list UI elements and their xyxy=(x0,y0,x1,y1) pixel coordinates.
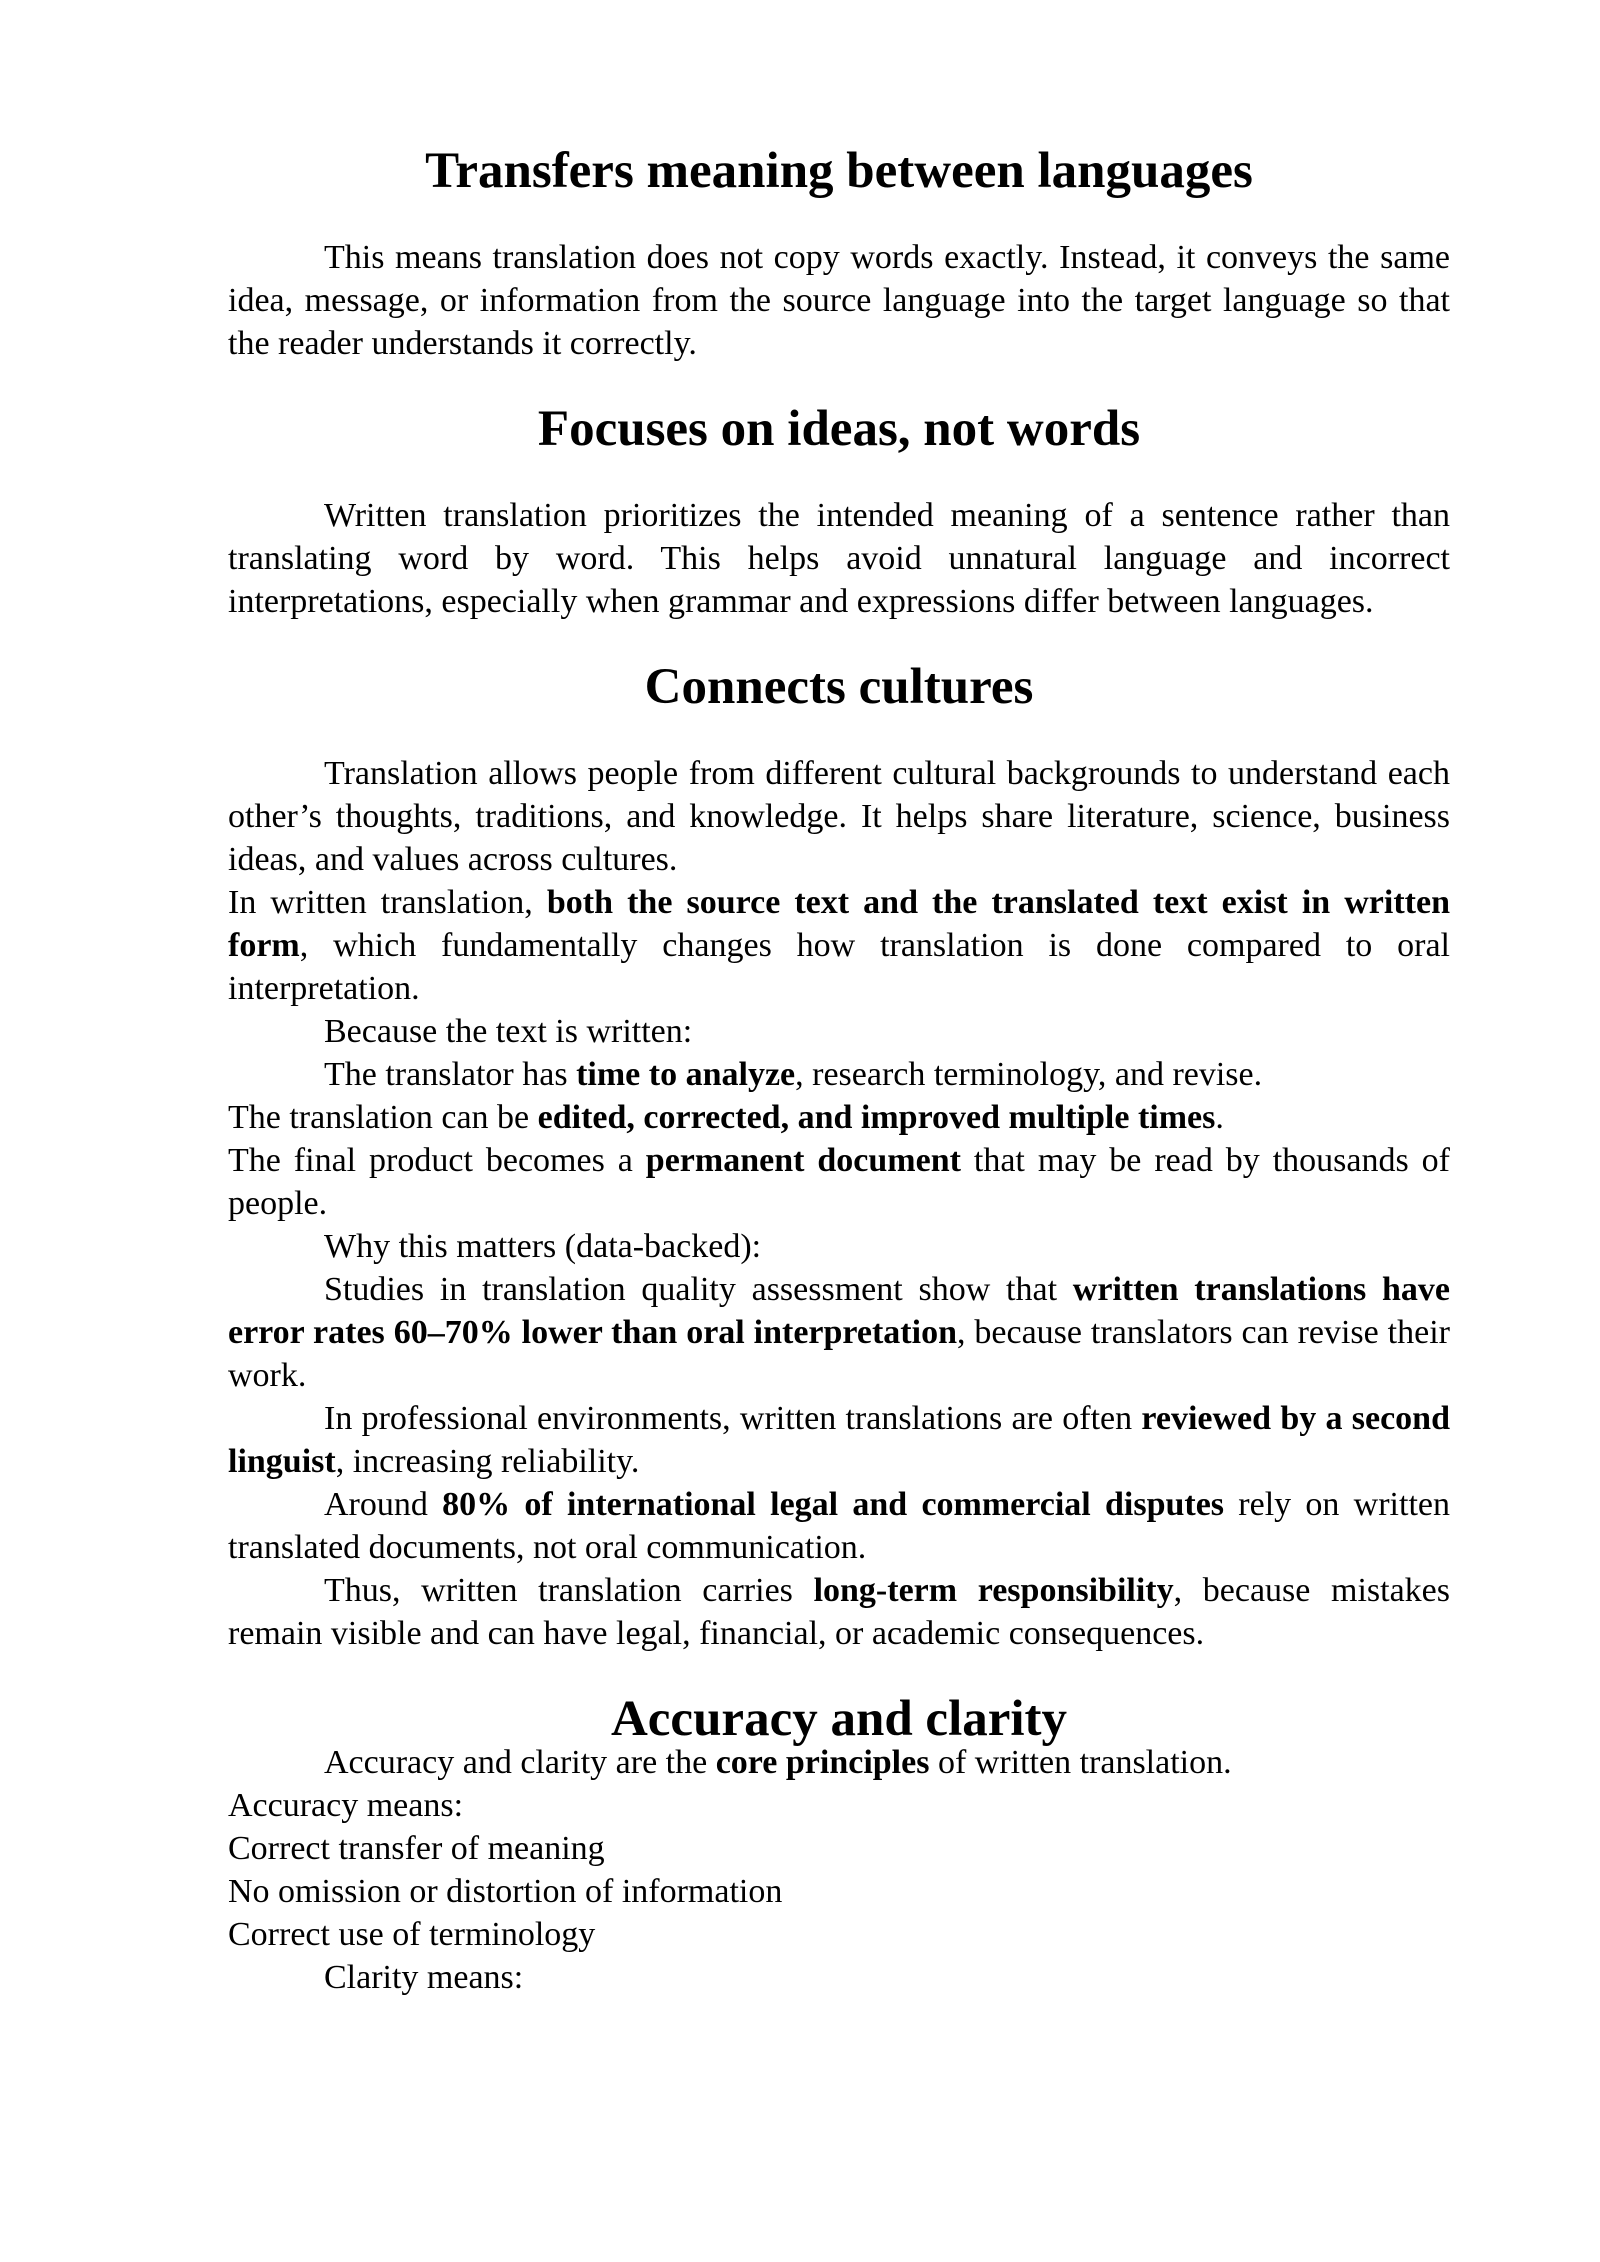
section-heading-transfers-meaning: Transfers meaning between languages xyxy=(425,143,1253,199)
because-intro: Because the text is written: xyxy=(324,1013,693,1050)
list-item-time-to-analyze: The translator has time to analyze, research terminology, and revise. xyxy=(324,1056,1263,1093)
emphasis-text: written translations have error rates 60–70% lower than oral interpretation xyxy=(228,1271,1450,1351)
section-heading-accuracy-clarity: Accuracy and clarity xyxy=(610,1691,1068,1747)
emphasis-text: edited, corrected, and improved multiple times xyxy=(537,1099,1216,1136)
list-item-permanent-document: The final product becomes a permanent document that may be read by thousands of people. xyxy=(228,1142,1451,1222)
list-item: Correct transfer of meaning xyxy=(228,1830,605,1867)
section-paragraph-connects-cultures: Translation allows people from different cultural backgrounds to understand each other’s thoughts, traditions, and knowledge. It helps share literature, science, business ideas, and values across cultures. xyxy=(228,755,1450,878)
section-heading-focuses-on-ideas: Focuses on ideas, not words xyxy=(537,401,1141,457)
section-heading-connects-cultures: Connects cultures xyxy=(644,659,1034,715)
emphasis-text: core principles xyxy=(715,1744,930,1781)
clarity-means-label: Clarity means: xyxy=(324,1959,524,1996)
emphasis-text: both the source text and the translated text exist in written form xyxy=(228,884,1450,964)
why-intro: Why this matters (data-backed): xyxy=(324,1228,762,1265)
list-item-professional: In professional environments, written translations are often reviewed by a second linguist, increasing reliability. xyxy=(228,1400,1450,1480)
emphasis-text: 80% of international legal and commercial disputes xyxy=(442,1486,1225,1523)
emphasis-text: time to analyze xyxy=(576,1056,796,1093)
list-item-around: Around 80% of international legal and commercial disputes rely on written translated documents, not oral communication. xyxy=(228,1486,1450,1566)
list-item-edited: The translation can be edited, corrected, and improved multiple times. xyxy=(228,1099,1224,1136)
list-item: Correct use of terminology xyxy=(228,1916,596,1953)
list-item-thus: Thus, written translation carries long-term responsibility, because mistakes remain visible and can have legal, financial, or academic consequences. xyxy=(228,1572,1451,1652)
accuracy-paragraph: Accuracy and clarity are the core principles of written translation. xyxy=(324,1744,1232,1781)
document-body xyxy=(228,143,1451,1999)
emphasis-text: permanent document xyxy=(645,1142,961,1179)
emphasis-text: reviewed by a second linguist xyxy=(228,1400,1450,1480)
emphasis-text: long-term responsibility xyxy=(813,1572,1174,1609)
section-paragraph-focuses-on-ideas: Written translation prioritizes the intended meaning of a sentence rather than translating word by word. This helps avoid unnatural language and incorrect interpretations, especially when grammar and expressions differ between languages. xyxy=(228,497,1450,620)
accuracy-means-label: Accuracy means: xyxy=(228,1787,464,1824)
written-form-paragraph: In written translation, both the source text and the translated text exist in written form, which fundamentally changes how translation is done compared to oral interpretation. xyxy=(228,884,1450,1007)
list-item-studies: Studies in translation quality assessment show that written translations have error rates 60–70% lower than oral interpretation, because translators can revise their work. xyxy=(228,1271,1450,1394)
section-paragraph-transfers-meaning: This means translation does not copy words exactly. Instead, it conveys the same idea, message, or information from the source language into the target language so that the reader understands it correctly. xyxy=(228,239,1450,362)
list-item: No omission or distortion of information xyxy=(228,1873,783,1910)
